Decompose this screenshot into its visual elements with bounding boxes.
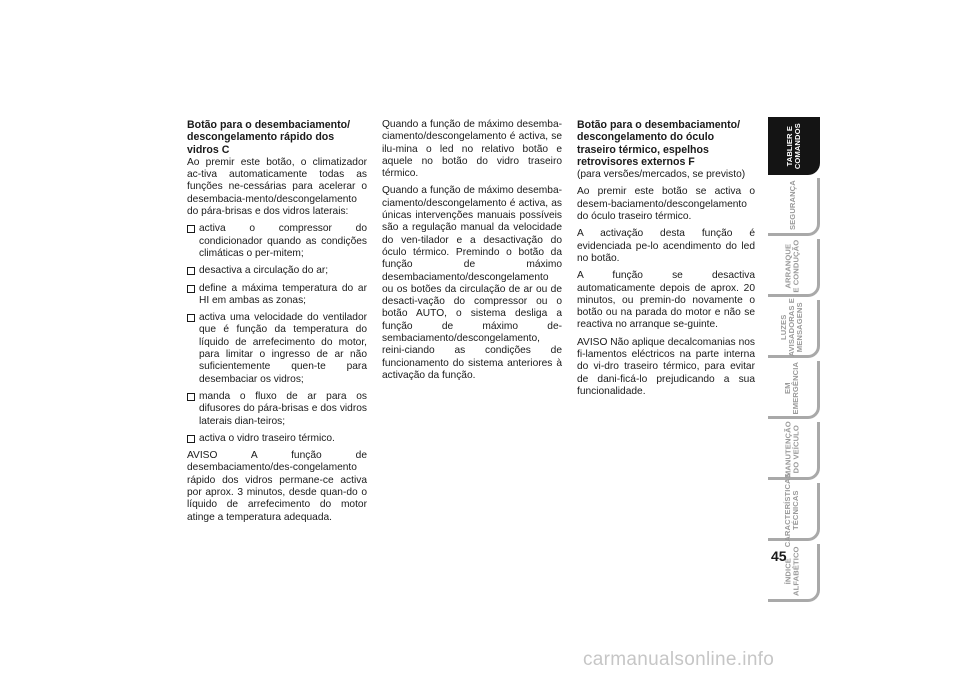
bullet-list: [187, 223, 367, 445]
column-middle: [382, 119, 562, 387]
list-item: activa uma velocidade do ventilador que é função da temperatura do líquido de arrefecimento do motor, para limitar o ingresso de ar não suficientemente quen-te para desembaciar os vidros;: [187, 312, 367, 386]
column-left: [187, 119, 367, 529]
checkbox-bullet-icon: [187, 435, 195, 443]
note-paragraph: (para versões/mercados, se previsto): [577, 169, 746, 181]
paragraph: Quando a função de máximo desemba-ciamento/descongelamento é activa, se ilu-mina o led no relativo botão e aquele no botão do vidro traseiro térmico.: [382, 119, 562, 180]
page-number: 45: [771, 548, 787, 564]
list-item: manda o fluxo de ar para os difusores do pára-brisas e dos vidros laterais dian-teiros;: [187, 391, 367, 428]
list-item: desactiva a circulação do ar;: [187, 265, 367, 277]
intro-paragraph: Ao premir este botão, o climatizador ac-tiva automaticamente todas as funções ne-cessárias para acelerar o desembacia-mento/descongelamento do pára-brisas e dos vidros laterais:: [187, 156, 367, 218]
tab-manutencao-veiculo[interactable]: MANUTENÇÃO DO VEÍCULO: [768, 422, 820, 480]
list-item: activa o vidro traseiro térmico.: [187, 433, 367, 445]
column-right: [577, 119, 755, 403]
tab-em-emergencia[interactable]: EM EMERGÊNCIA: [768, 361, 820, 419]
section-heading-rear-defrost: Botão para o desembaciamento/ descongelamento do óculo traseiro térmico, espelhos retrovisores externos F: [577, 119, 741, 168]
checkbox-bullet-icon: [187, 393, 195, 401]
checkbox-bullet-icon: [187, 267, 195, 275]
tab-arranque-conducao[interactable]: ARRANQUE E CONDUÇÃO: [768, 239, 820, 297]
checkbox-bullet-icon: [187, 314, 195, 322]
list-item: activa o compressor do condicionador quando as condições climáticas o per-mitem;: [187, 223, 367, 260]
watermark: carmanualsonline.info: [583, 649, 775, 670]
paragraph: Quando a função de máximo desemba-ciamento/descongelamento é activa, as únicas intervenções manuais possíveis são a regulação manual da velocidade do ven-tilador e a desactivação do óculo térmico. Premindo o botão da função de máximo desembaciamento/descongelamento ou os botões da circulação de ar ou de desacti-vação do compressor ou o botão AUTO, o sistema desliga a função de máximo de-sembaciamento/descongelamento, reini-ciando as condições de funcionamento do sistema anteriores à activação da função.: [382, 185, 562, 381]
tab-tablier-comandos[interactable]: TABLIER E COMANDOS: [768, 117, 820, 175]
section-heading-quick-defrost: Botão para o desembaciamento/ descongelamento rápido dos vidros C: [187, 119, 351, 156]
checkbox-bullet-icon: [187, 225, 195, 233]
paragraph: A função se desactiva automaticamente depois de aprox. 20 minutos, ou premin-do novamente o botão ou na parada do motor e não se reactiva no arranque se-guinte.: [577, 270, 755, 331]
checkbox-bullet-icon: [187, 285, 195, 293]
aviso-paragraph: AVISO Não aplique decalcomanias nos fi-lamentos eléctricos na parte interna do vi-dro traseiro térmico, para evitar de dani-ficá-lo prejudicando a sua funcionalidade.: [577, 336, 755, 397]
list-item: define a máxima temperatura do ar HI em ambas as zonas;: [187, 283, 367, 308]
tab-indice-alfabetico[interactable]: ÍNDICE ALFABÉTICO: [768, 544, 820, 602]
tab-caracteristicas-tecnicas[interactable]: CARACTERÍSTICAS TÉCNICAS: [768, 483, 820, 541]
tab-luzes-avisadoras[interactable]: LUZES AVISADORAS E MENSAGENS: [768, 300, 820, 358]
aviso-paragraph: AVISO A função de desembaciamento/des-congelamento rápido dos vidros permane-ce activa por aprox. 3 minutos, desde quan-do o líquido de arrefecimento do motor atinge a temperatura adequada.: [187, 450, 367, 523]
paragraph: Ao premir este botão se activa o desem-baciamento/descongelamento do óculo traseiro térmico.: [577, 186, 755, 223]
paragraph: A activação desta função é evidenciada pe-lo acendimento do led no botão.: [577, 228, 755, 264]
tab-seguranca[interactable]: SEGURANÇA: [768, 178, 820, 236]
chapter-tabs: [768, 117, 820, 605]
